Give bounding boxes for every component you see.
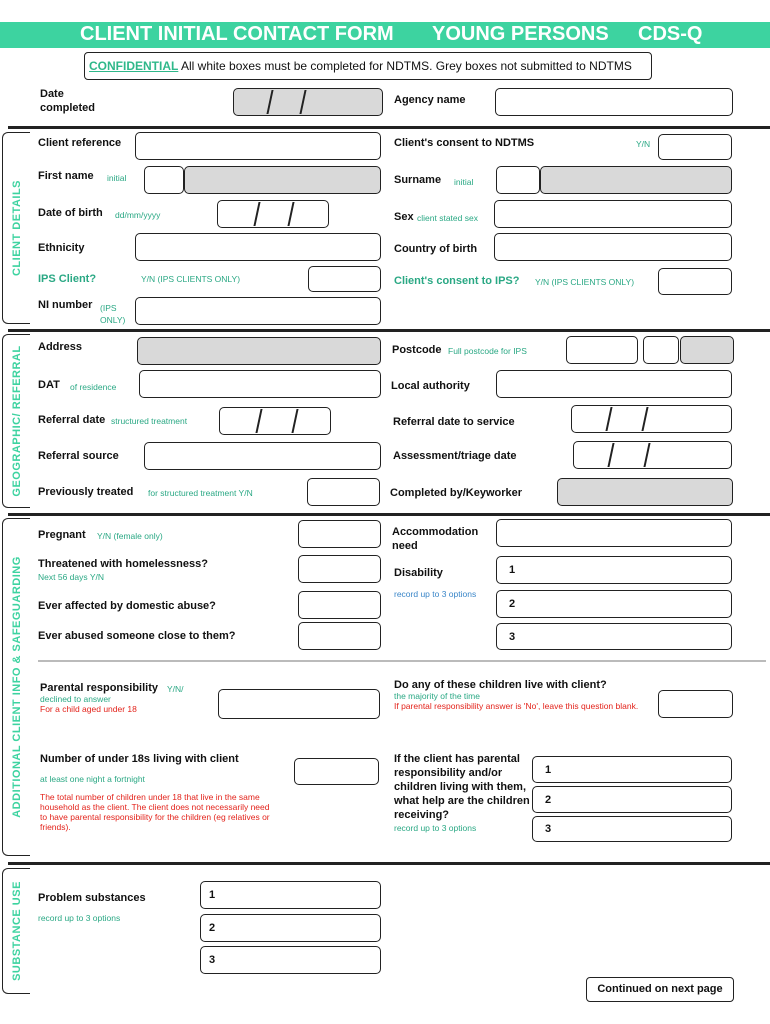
disability-label: Disability <box>394 567 443 579</box>
help-received-label: If the client has parental responsibility and/or children living with them, what help are the children receiving? <box>394 753 530 821</box>
ethnicity-label: Ethnicity <box>38 242 85 254</box>
header-banner <box>0 22 770 48</box>
previously-treated-hint: for structured treatment Y/N <box>148 488 253 498</box>
problem-substances-hint: record up to 3 options <box>38 913 121 923</box>
ni-number-label: NI number <box>38 299 93 311</box>
previously-treated-label: Previously treated <box>38 486 134 498</box>
children-live-hint: the majority of the time <box>394 691 480 701</box>
address-label: Address <box>38 341 83 353</box>
section-label-geographic-referral: GEOGRAPHIC/ REFERRAL <box>10 345 23 497</box>
postcode-part2-field[interactable] <box>643 336 679 364</box>
under18-note: The total number of children under 18 that live in the same household as the client. The client does not necessarily need to have parental responsibility for the children (eg relatives or friends). <box>40 792 270 832</box>
under18-label: Number of under 18s living with client <box>40 753 239 765</box>
accommodation-need-label: Accommodation need <box>392 526 479 552</box>
referral-date-service-field[interactable] <box>571 405 732 433</box>
help-received-hint: record up to 3 options <box>394 823 477 833</box>
continued-next-page: Continued on next page <box>586 977 734 1002</box>
referral-date-field[interactable] <box>219 407 331 435</box>
consent-ips-hint: Y/N (IPS CLIENTS ONLY) <box>535 277 635 287</box>
help-option-3[interactable] <box>532 816 732 842</box>
date-completed-label: Date completed <box>40 88 96 114</box>
dat-hint: of residence <box>70 382 117 392</box>
homelessness-field[interactable] <box>298 555 381 583</box>
substance-option-1[interactable] <box>200 881 381 909</box>
under18-field[interactable] <box>294 758 379 785</box>
under18-hint: at least one night a fortnight <box>40 774 145 784</box>
sex-field[interactable] <box>494 200 732 228</box>
dob-label: Date of birth <box>38 207 103 219</box>
section-label-client-details: CLIENT DETAILS <box>10 179 23 277</box>
first-name-initial-field[interactable] <box>144 166 184 194</box>
substance-option-3[interactable] <box>200 946 381 974</box>
children-live-field[interactable] <box>658 690 733 718</box>
agency-name-label: Agency name <box>394 94 466 106</box>
client-reference-field[interactable] <box>135 132 381 160</box>
ips-client-label: IPS Client? <box>38 273 97 285</box>
option-number: 3 <box>545 823 552 835</box>
postcode-label: Postcode <box>392 344 442 356</box>
postcode-hint: Full postcode for IPS <box>448 346 527 356</box>
disability-hint: record up to 3 options <box>394 589 477 599</box>
ni-number-field[interactable] <box>135 297 381 325</box>
sidebar-client-details <box>2 132 30 324</box>
homelessness-label: Threatened with homelessness? <box>38 558 208 570</box>
form-subtitle: YOUNG PERSONS <box>432 23 609 45</box>
assessment-date-field[interactable] <box>573 441 732 469</box>
dat-label: DAT <box>38 379 60 391</box>
confidential-label: CONFIDENTIAL <box>89 59 179 73</box>
abused-close-field[interactable] <box>298 622 381 650</box>
consent-ndtms-hint: Y/N <box>636 139 651 149</box>
section-label-substance-use: SUBSTANCE USE <box>10 881 23 981</box>
option-number: 3 <box>209 954 216 966</box>
sex-hint: client stated sex <box>417 213 478 223</box>
domestic-abuse-field[interactable] <box>298 591 381 619</box>
parental-responsibility-note: For a child aged under 18 <box>40 704 137 714</box>
substance-option-2[interactable] <box>200 914 381 942</box>
sex-label: Sex <box>394 211 414 223</box>
ethnicity-field[interactable] <box>135 233 381 261</box>
children-live-note: If parental responsibility answer is 'No', leave this question blank. <box>394 701 639 711</box>
form-code: CDS-Q <box>638 23 703 45</box>
sidebar-geographic-referral <box>2 334 30 508</box>
option-number: 1 <box>209 889 216 901</box>
option-number: 1 <box>509 564 516 576</box>
sidebar-additional-info <box>2 518 30 856</box>
assessment-date-label: Assessment/triage date <box>393 450 517 462</box>
option-number: 1 <box>545 763 552 776</box>
option-number: 2 <box>545 793 552 806</box>
previously-treated-field[interactable] <box>307 478 380 506</box>
local-authority-field[interactable] <box>496 370 732 398</box>
problem-substances-label: Problem substances <box>38 892 146 904</box>
help-option-2[interactable] <box>532 786 732 813</box>
disability-option-3[interactable] <box>496 623 732 650</box>
parental-responsibility-field[interactable] <box>218 689 380 719</box>
notice-text: All white boxes must be completed for NDTMS. Grey boxes not submitted to NDTMS <box>181 59 632 73</box>
referral-date-service-label: Referral date to service <box>393 416 515 428</box>
consent-ndtms-label: Client's consent to NDTMS <box>394 137 535 149</box>
divider-additional <box>8 513 770 516</box>
postcode-part1-field[interactable] <box>566 336 638 364</box>
dat-field[interactable] <box>139 370 381 398</box>
consent-ips-label: Client's consent to IPS? <box>394 275 520 287</box>
referral-source-label: Referral source <box>38 450 119 462</box>
disability-option-2[interactable] <box>496 590 732 618</box>
option-number: 2 <box>209 922 216 934</box>
section-label-additional: ADDITIONAL CLIENT INFO & SAFEGUARDING <box>10 556 23 818</box>
abused-close-label: Ever abused someone close to them? <box>38 630 236 642</box>
divider-substance <box>8 862 770 865</box>
surname-initial-field[interactable] <box>496 166 540 194</box>
pregnant-hint: Y/N (female only) <box>97 531 163 541</box>
surname-label: Surname <box>394 174 442 186</box>
country-of-birth-field[interactable] <box>494 233 732 261</box>
subsection-divider <box>38 660 766 662</box>
option-number: 3 <box>509 630 516 643</box>
completed-by-field[interactable] <box>557 478 733 506</box>
pregnant-field[interactable] <box>298 520 381 548</box>
agency-name-field[interactable] <box>495 88 733 116</box>
sidebar-substance-use <box>2 868 30 994</box>
confidential-notice <box>84 52 652 80</box>
parental-responsibility-label: Parental responsibility <box>40 682 158 694</box>
parental-responsibility-hint: Y/N/ declined to answer <box>40 684 184 704</box>
accommodation-need-field[interactable] <box>496 519 732 547</box>
dob-hint: dd/mm/yyyy <box>115 210 161 220</box>
address-field[interactable] <box>137 337 381 365</box>
ips-client-field[interactable] <box>308 266 381 292</box>
country-of-birth-label: Country of birth <box>394 243 478 255</box>
dob-field[interactable] <box>217 200 329 228</box>
date-completed-field[interactable] <box>233 88 383 116</box>
consent-ips-field[interactable] <box>658 268 732 295</box>
completed-by-label: Completed by/Keyworker <box>390 487 523 499</box>
divider-client <box>8 126 770 129</box>
children-live-label: Do any of these children live with client? <box>394 679 607 691</box>
first-name-label: First name <box>38 170 94 182</box>
homelessness-hint: Next 56 days Y/N <box>38 572 104 582</box>
disability-option-1[interactable] <box>496 556 732 584</box>
consent-ndtms-field[interactable] <box>658 134 732 160</box>
divider-geo <box>8 329 770 332</box>
surname-full-field[interactable] <box>540 166 732 194</box>
option-number: 2 <box>509 598 516 610</box>
pregnant-label: Pregnant <box>38 529 86 541</box>
domestic-abuse-label: Ever affected by domestic abuse? <box>38 600 216 612</box>
first-name-full-field[interactable] <box>184 166 381 194</box>
client-reference-label: Client reference <box>38 137 122 149</box>
help-option-1[interactable] <box>532 756 732 783</box>
surname-hint: initial <box>454 177 474 187</box>
form-title: CLIENT INITIAL CONTACT FORM <box>80 23 394 45</box>
referral-source-field[interactable] <box>144 442 381 470</box>
referral-date-hint: structured treatment <box>111 416 188 426</box>
postcode-part3-field[interactable] <box>680 336 734 364</box>
first-name-hint: initial <box>107 173 127 183</box>
referral-date-label: Referral date <box>38 414 106 426</box>
ips-client-hint: Y/N (IPS CLIENTS ONLY) <box>141 274 241 284</box>
local-authority-label: Local authority <box>391 380 470 392</box>
ni-number-hint: (IPS ONLY) <box>100 303 126 325</box>
